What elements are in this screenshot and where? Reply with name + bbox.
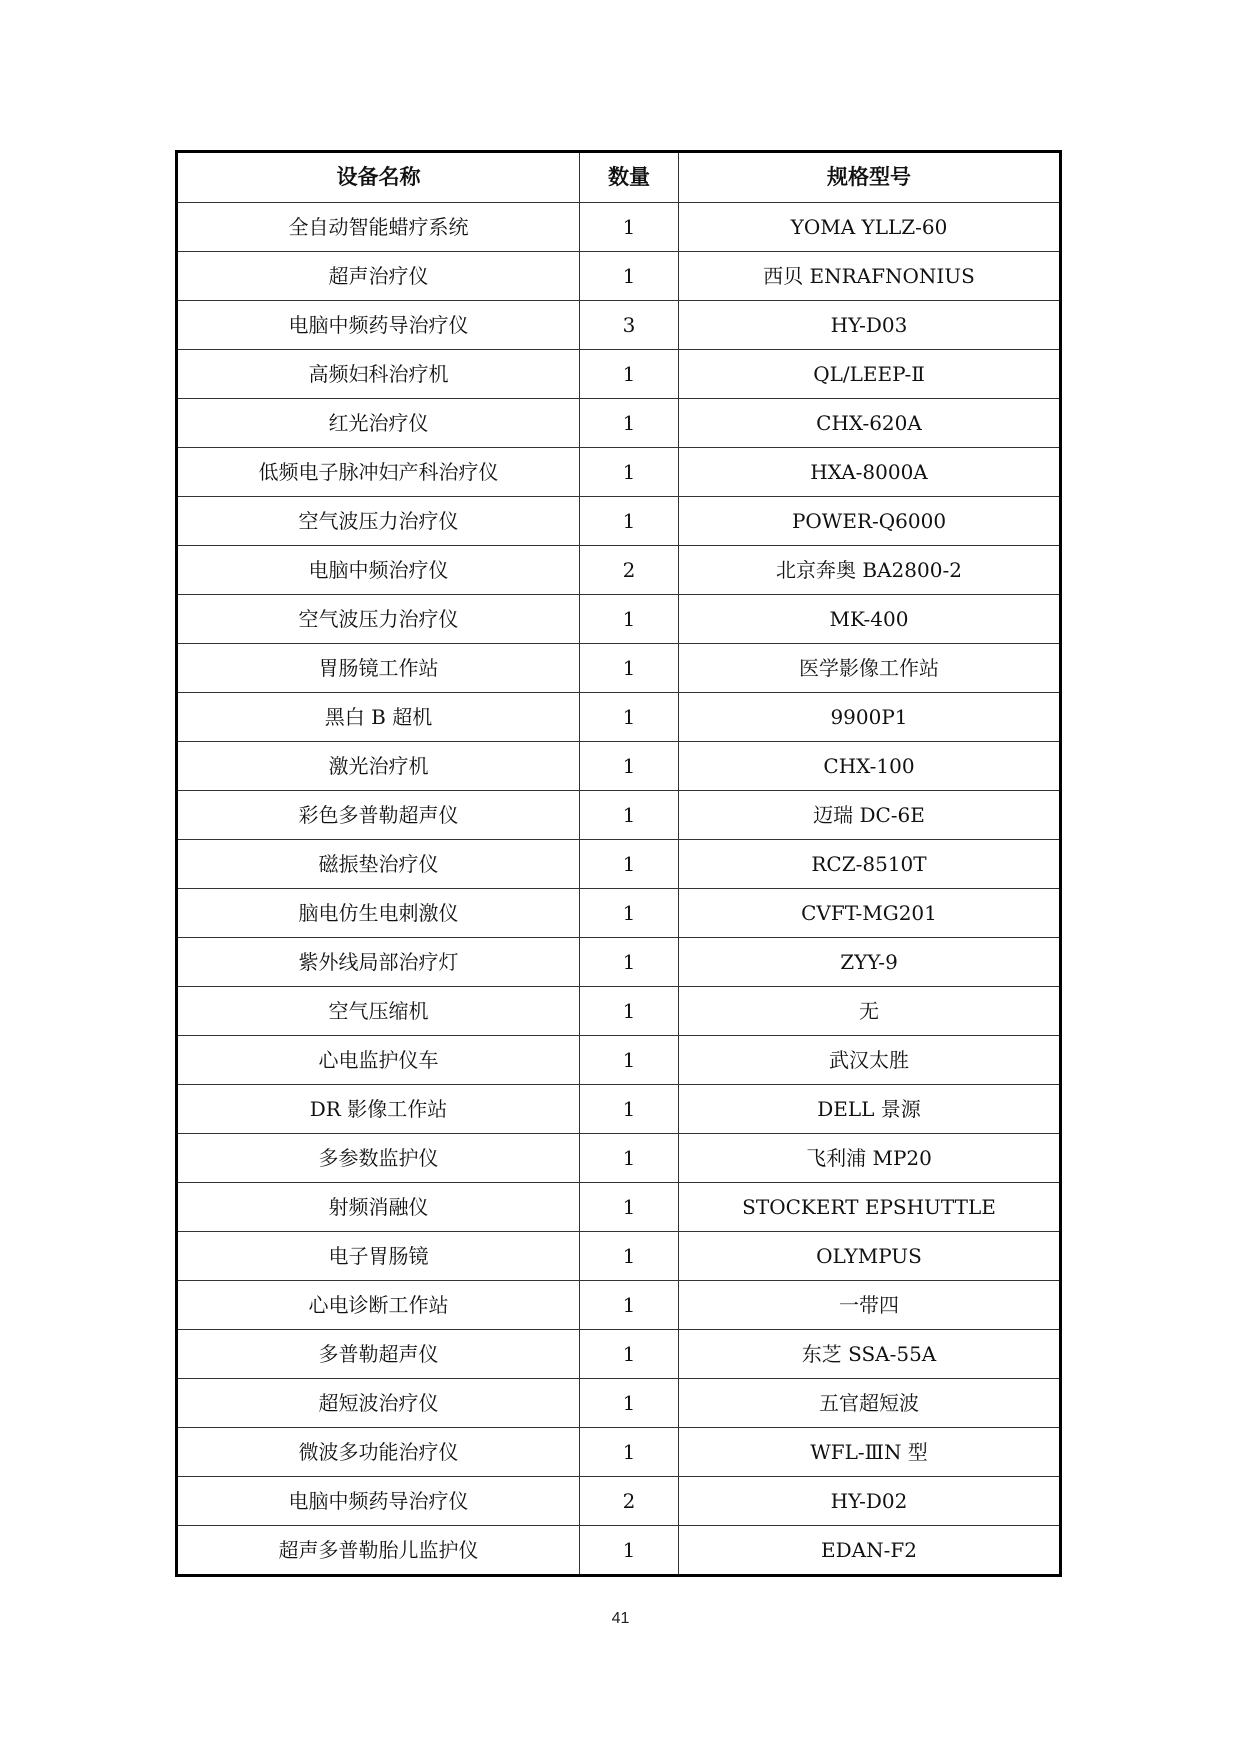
specification-cell: 武汉太胜 xyxy=(679,1036,1061,1085)
specification-cell: QL/LEEP-Ⅱ xyxy=(679,350,1061,399)
specification-cell: 医学影像工作站 xyxy=(679,644,1061,693)
specification-cell: YOMA YLLZ-60 xyxy=(679,203,1061,252)
table-header-row xyxy=(177,152,1061,203)
header-specification: 规格型号 xyxy=(679,152,1061,203)
table-row xyxy=(177,1477,1061,1526)
specification-cell: CVFT-MG201 xyxy=(679,889,1061,938)
specification-cell: MK-400 xyxy=(679,595,1061,644)
equipment-name-cell: 高频妇科治疗机 xyxy=(177,350,580,399)
specification-cell: WFL-ⅢN 型 xyxy=(679,1428,1061,1477)
table-row xyxy=(177,938,1061,987)
equipment-name-cell: 微波多功能治疗仪 xyxy=(177,1428,580,1477)
quantity-cell: 1 xyxy=(580,938,679,987)
table-body xyxy=(177,203,1061,1576)
quantity-cell: 1 xyxy=(580,1036,679,1085)
equipment-name-cell: 多参数监护仪 xyxy=(177,1134,580,1183)
specification-cell: EDAN-F2 xyxy=(679,1526,1061,1576)
equipment-name-cell: 超声多普勒胎儿监护仪 xyxy=(177,1526,580,1576)
specification-cell: HY-D02 xyxy=(679,1477,1061,1526)
table-row xyxy=(177,1183,1061,1232)
table-row xyxy=(177,791,1061,840)
equipment-name-cell: 彩色多普勒超声仪 xyxy=(177,791,580,840)
specification-cell: 无 xyxy=(679,987,1061,1036)
quantity-cell: 1 xyxy=(580,497,679,546)
quantity-cell: 1 xyxy=(580,1379,679,1428)
equipment-name-cell: 全自动智能蜡疗系统 xyxy=(177,203,580,252)
quantity-cell: 1 xyxy=(580,1526,679,1576)
table-row xyxy=(177,1526,1061,1576)
quantity-cell: 1 xyxy=(580,889,679,938)
quantity-cell: 1 xyxy=(580,987,679,1036)
equipment-name-cell: 心电监护仪车 xyxy=(177,1036,580,1085)
quantity-cell: 2 xyxy=(580,546,679,595)
quantity-cell: 1 xyxy=(580,1281,679,1330)
table-row xyxy=(177,595,1061,644)
quantity-cell: 1 xyxy=(580,742,679,791)
specification-cell: 迈瑞 DC-6E xyxy=(679,791,1061,840)
specification-cell: ZYY-9 xyxy=(679,938,1061,987)
table-row xyxy=(177,889,1061,938)
equipment-name-cell: 红光治疗仪 xyxy=(177,399,580,448)
equipment-table xyxy=(175,150,1062,1577)
specification-cell: 一带四 xyxy=(679,1281,1061,1330)
quantity-cell: 1 xyxy=(580,1330,679,1379)
specification-cell: 飞利浦 MP20 xyxy=(679,1134,1061,1183)
specification-cell: HY-D03 xyxy=(679,301,1061,350)
quantity-cell: 3 xyxy=(580,301,679,350)
equipment-name-cell: 电子胃肠镜 xyxy=(177,1232,580,1281)
quantity-cell: 1 xyxy=(580,1134,679,1183)
equipment-name-cell: 胃肠镜工作站 xyxy=(177,644,580,693)
specification-cell: 五官超短波 xyxy=(679,1379,1061,1428)
specification-cell: HXA-8000A xyxy=(679,448,1061,497)
table-row xyxy=(177,399,1061,448)
table-row xyxy=(177,693,1061,742)
quantity-cell: 1 xyxy=(580,840,679,889)
table-row xyxy=(177,546,1061,595)
table-row xyxy=(177,1428,1061,1477)
table-row xyxy=(177,1379,1061,1428)
quantity-cell: 1 xyxy=(580,1085,679,1134)
quantity-cell: 1 xyxy=(580,252,679,301)
quantity-cell: 1 xyxy=(580,595,679,644)
quantity-cell: 1 xyxy=(580,644,679,693)
specification-cell: DELL 景源 xyxy=(679,1085,1061,1134)
table-row xyxy=(177,840,1061,889)
table-row xyxy=(177,1036,1061,1085)
equipment-name-cell: 心电诊断工作站 xyxy=(177,1281,580,1330)
specification-cell: CHX-100 xyxy=(679,742,1061,791)
quantity-cell: 1 xyxy=(580,1183,679,1232)
table-row xyxy=(177,203,1061,252)
equipment-name-cell: 多普勒超声仪 xyxy=(177,1330,580,1379)
quantity-cell: 1 xyxy=(580,1428,679,1477)
specification-cell: RCZ-8510T xyxy=(679,840,1061,889)
equipment-name-cell: 低频电子脉冲妇产科治疗仪 xyxy=(177,448,580,497)
table-row xyxy=(177,1085,1061,1134)
table-row xyxy=(177,252,1061,301)
quantity-cell: 1 xyxy=(580,350,679,399)
equipment-name-cell: 电脑中频药导治疗仪 xyxy=(177,301,580,350)
equipment-name-cell: 黑白 B 超机 xyxy=(177,693,580,742)
quantity-cell: 1 xyxy=(580,693,679,742)
table-row xyxy=(177,1134,1061,1183)
equipment-name-cell: 电脑中频药导治疗仪 xyxy=(177,1477,580,1526)
equipment-name-cell: 紫外线局部治疗灯 xyxy=(177,938,580,987)
quantity-cell: 2 xyxy=(580,1477,679,1526)
specification-cell: 东芝 SSA-55A xyxy=(679,1330,1061,1379)
specification-cell: POWER-Q6000 xyxy=(679,497,1061,546)
equipment-name-cell: 超声治疗仪 xyxy=(177,252,580,301)
specification-cell: 9900P1 xyxy=(679,693,1061,742)
table-row xyxy=(177,644,1061,693)
table-row xyxy=(177,350,1061,399)
equipment-name-cell: 脑电仿生电刺激仪 xyxy=(177,889,580,938)
table-row xyxy=(177,742,1061,791)
quantity-cell: 1 xyxy=(580,399,679,448)
specification-cell: 北京奔奥 BA2800-2 xyxy=(679,546,1061,595)
header-quantity: 数量 xyxy=(580,152,679,203)
page-number: 41 xyxy=(611,1610,630,1627)
equipment-name-cell: 激光治疗机 xyxy=(177,742,580,791)
specification-cell: 西贝 ENRAFNONIUS xyxy=(679,252,1061,301)
equipment-name-cell: 空气波压力治疗仪 xyxy=(177,497,580,546)
quantity-cell: 1 xyxy=(580,791,679,840)
specification-cell: OLYMPUS xyxy=(679,1232,1061,1281)
equipment-name-cell: 超短波治疗仪 xyxy=(177,1379,580,1428)
table-row xyxy=(177,448,1061,497)
equipment-name-cell: 空气压缩机 xyxy=(177,987,580,1036)
specification-cell: CHX-620A xyxy=(679,399,1061,448)
table-row xyxy=(177,301,1061,350)
table-row xyxy=(177,497,1061,546)
equipment-name-cell: 射频消融仪 xyxy=(177,1183,580,1232)
equipment-name-cell: 电脑中频治疗仪 xyxy=(177,546,580,595)
table-row xyxy=(177,1330,1061,1379)
quantity-cell: 1 xyxy=(580,203,679,252)
equipment-name-cell: 空气波压力治疗仪 xyxy=(177,595,580,644)
quantity-cell: 1 xyxy=(580,448,679,497)
equipment-name-cell: 磁振垫治疗仪 xyxy=(177,840,580,889)
header-equipment-name: 设备名称 xyxy=(177,152,580,203)
specification-cell: STOCKERT EPSHUTTLE xyxy=(679,1183,1061,1232)
table-row xyxy=(177,987,1061,1036)
table-row xyxy=(177,1281,1061,1330)
quantity-cell: 1 xyxy=(580,1232,679,1281)
equipment-name-cell: DR 影像工作站 xyxy=(177,1085,580,1134)
table-row xyxy=(177,1232,1061,1281)
